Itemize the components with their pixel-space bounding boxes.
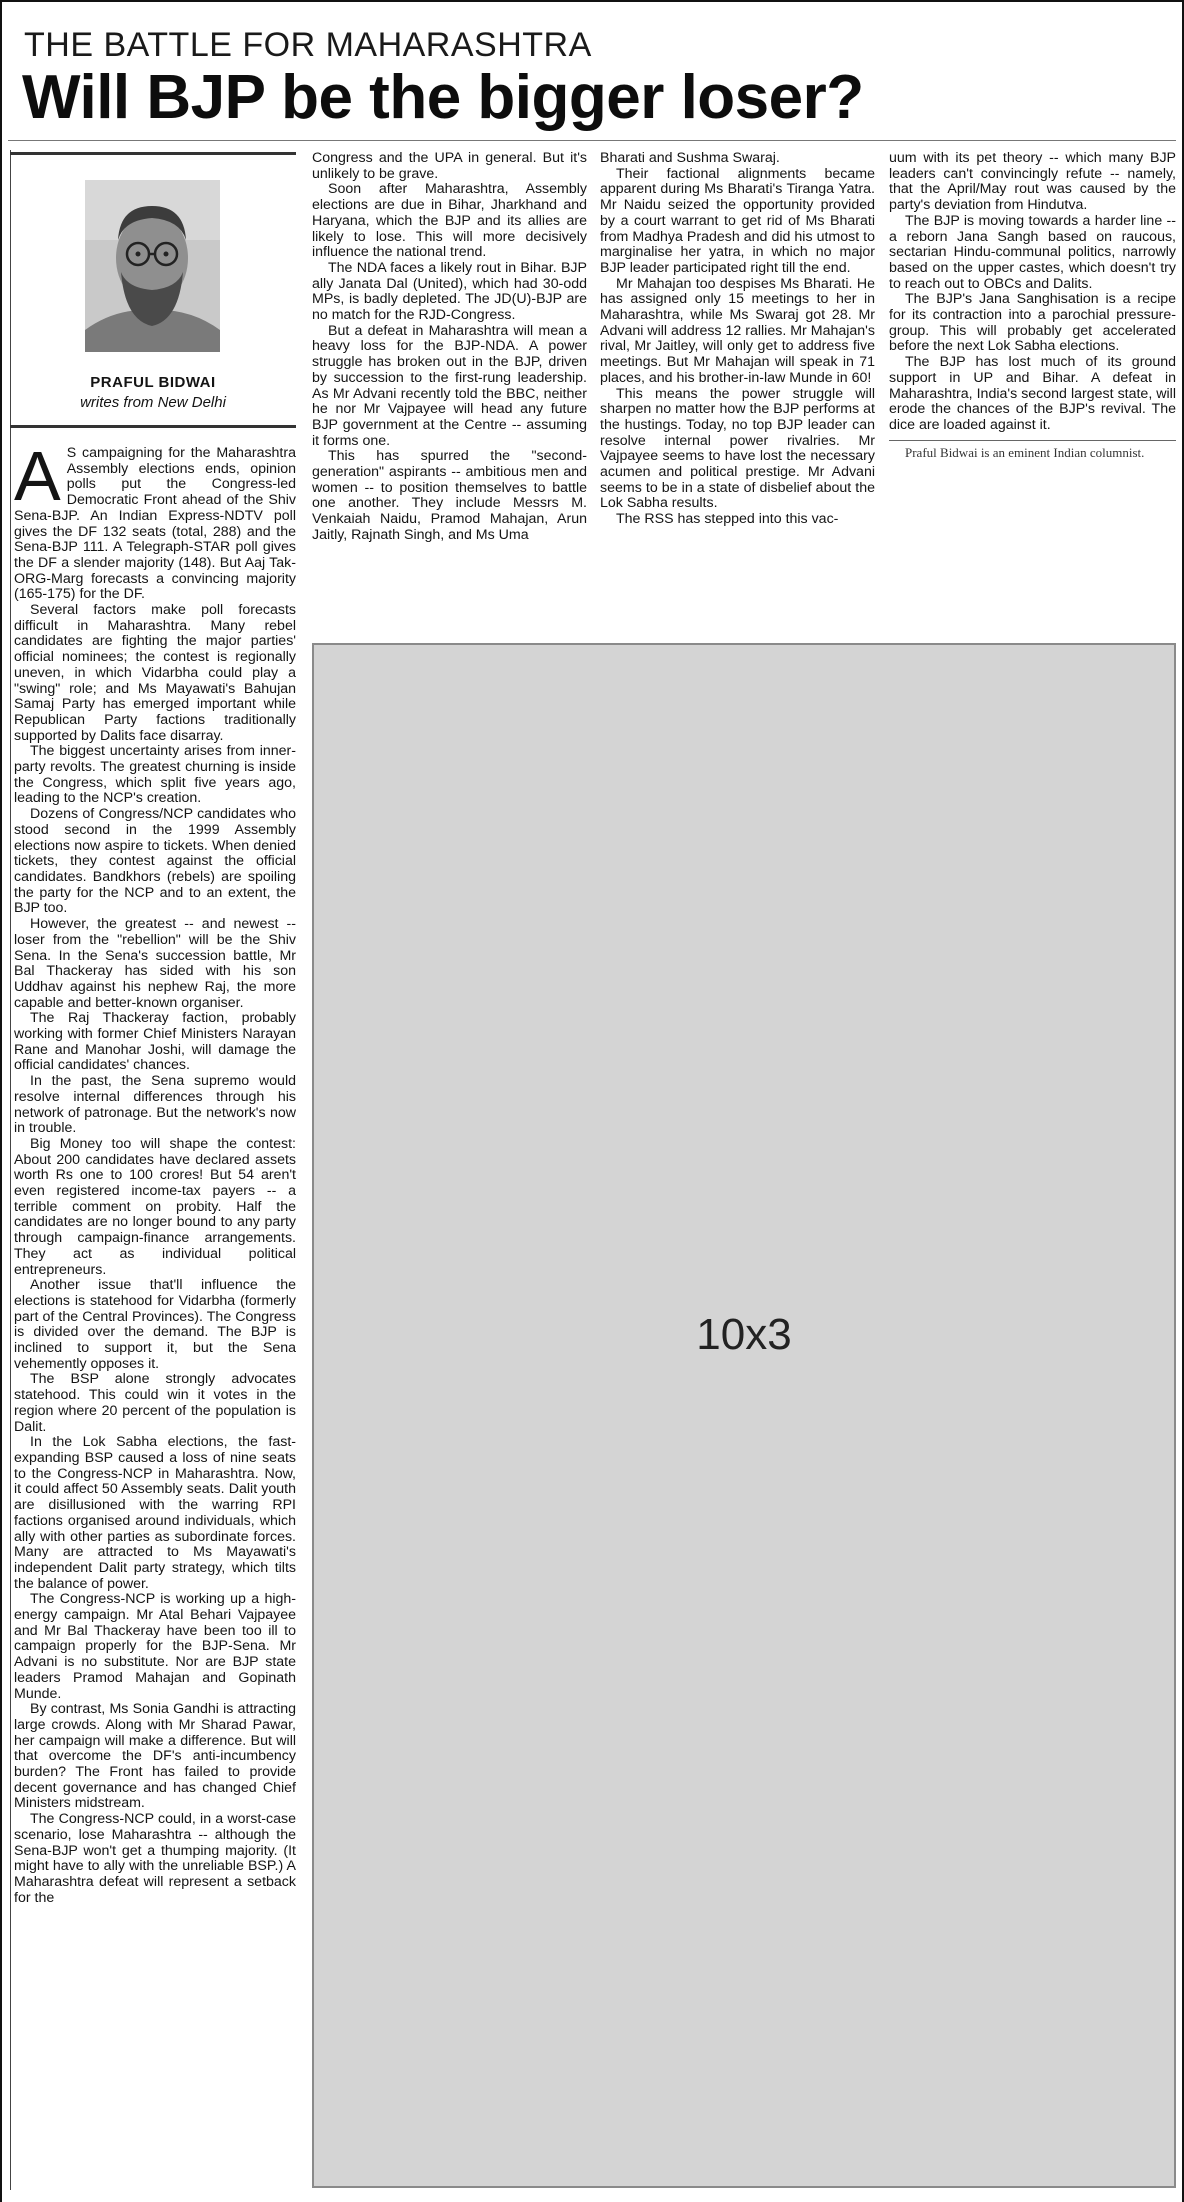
article-paragraph: The BJP is moving towards a harder line -- a reborn Jana Sangh based on raucous, sectarian Hindu-communal politics, narrowly based on the upper castes, which doesn't try to reach out to OBCs and Dalits. <box>889 212 1176 292</box>
author-name: PRAFUL BIDWAI <box>90 374 216 391</box>
article-paragraph: The NDA faces a likely rout in Bihar. BJP ally Janata Dal (United), which had 30-odd MPs, is badly depleted. The JD(U)-BJP are no match for the RJD-Congress. <box>312 259 587 324</box>
article-paragraph: The Raj Thackeray faction, probably working with former Chief Ministers Narayan Rane and Manohar Joshi, will damage the official candidates' chances. <box>14 1010 296 1074</box>
byline-top-rule <box>10 152 296 155</box>
page-border-top <box>0 0 1184 2</box>
article-paragraph: A S campaigning for the Maharashtra Assembly elections ends, opinion polls put the Congress-led Democratic Front ahead of the Shiv Sena-BJP. An Indian Express-NDTV poll gives the DF 132 seats (total, 288) and the Sena-BJP 111. A Telegraph-STAR poll gives the DF a slender majority (148). But Aaj Tak-ORG-Marg forecasts a convincing majority (165-175) for the DF. <box>14 446 296 603</box>
article-paragraph: uum with its pet theory -- which many BJP leaders can't convincingly refute -- namely, that the April/May rout was caused by the party's deviation from Hindutva. <box>889 151 1176 214</box>
article-paragraph: Soon after Maharashtra, Assembly elections are due in Bihar, Jharkhand and Haryana, which the BJP and its allies are likely to lose. This will more decisively influence the national trend. <box>312 181 587 261</box>
article-paragraph: Their factional alignments became apparent during Ms Bharati's Tiranga Yatra. Mr Naidu seized the opportunity provided by a court warrant to get rid of Ms Bharati from Madhya Pradesh and did his utmost to marginalise her yatra, in which no major BJP leader participated right till the end. <box>600 165 875 276</box>
author-photo <box>85 180 220 352</box>
headline-divider <box>8 140 1176 141</box>
article-paragraph: By contrast, Ms Sonia Gandhi is attracting large crowds. Along with Mr Sharad Pawar, her campaign will make a difference. But will that overcome the DF's anti-incumbency burden? The Front has failed to provide decent governance and has changed Chief Ministers midstream. <box>14 1701 296 1812</box>
byline-box <box>10 152 296 428</box>
article-paragraph: Mr Mahajan too despises Ms Bharati. He has assigned only 15 meetings to her in Maharashtra, while Ms Swaraj got 28. Mr Advani will address 12 rallies. Mr Mahajan's rival, Mr Jaitley, will only get to address five meetings. But Mr Mahajan will speak in 71 places, and his brother-in-law Munde in 60! <box>600 275 875 386</box>
author-location: writes from New Delhi <box>80 394 226 411</box>
article-paragraph: The BSP alone strongly advocates statehood. This could win it votes in the region where 20 percent of the population is Dalit. <box>14 1371 296 1435</box>
kicker: THE BATTLE FOR MAHARASHTRA <box>24 26 592 64</box>
article-paragraph: In the past, the Sena supremo would resolve internal differences through his network of patronage. But the network's now in trouble. <box>14 1073 296 1137</box>
article-paragraph: Bharati and Sushma Swaraj. <box>600 151 780 166</box>
column-rule <box>10 150 11 2190</box>
article-paragraph: Big Money too will shape the contest: About 200 candidates have declared assets worth Rs one to 100 crores! But 54 aren't even registered income-tax payers -- a terrible comment on probity. Half the candidates are no longer bound to any party through campaign-finance arrangements. They act as individual political entrepreneurs. <box>14 1135 296 1278</box>
article-paragraph: But a defeat in Maharashtra will mean a heavy loss for the BJP-NDA. A power struggle has broken out in the BJP, driven by succession to the first-rung leadership. As Mr Advani recently told the BBC, neither he nor Mr Vajpayee will head any future BJP government at the Centre -- assuming it forms one. <box>312 322 587 449</box>
article-column-4 <box>889 151 1176 551</box>
article-column-3 <box>600 151 875 635</box>
author-portrait-image <box>85 180 220 352</box>
article-paragraph: This has spurred the "second-generation" aspirants -- ambitious men and women -- to position themselves to battle one another. They include Messrs M. Venkaiah Naidu, Pramod Mahajan, Arun Jaitly, Rajnath Singh, and Ms Uma <box>312 448 587 543</box>
article-paragraph: Several factors make poll forecasts difficult in Maharashtra. Many rebel candidates are fighting the major parties' official nominees; the contest is regionally uneven, in which Vidarbha could play a "swing" role; and Ms Mayawati's Bahujan Samaj Party has emerged important while Republican Party factions traditionally supported by Dalits face disarray. <box>14 602 296 744</box>
article-paragraph: The BJP has lost much of its ground support in UP and Bihar. A defeat in Maharashtra, India's second largest state, will erode the chances of the BJP's revival. The dice are loaded against it. <box>889 354 1176 433</box>
author-note-divider <box>889 440 1176 441</box>
article-column-2 <box>312 151 587 635</box>
ad-placeholder <box>312 643 1176 2188</box>
article-paragraph: Another issue that'll influence the elections is statehood for Vidarbha (formerly part of the Central Provinces). The Congress is divided over the demand. The BJP is inclined to support it, but the Sena vehemently opposes it. <box>14 1277 296 1372</box>
page-border-left <box>0 0 2 2202</box>
article-paragraph: Dozens of Congress/NCP candidates who stood second in the 1999 Assembly elections now aspire to tickets. When denied tickets, they contest against the official candidates. Bandkhors (rebels) are spoiling the party for the NCP and to an extent, the BJP too. <box>14 806 296 917</box>
article-paragraph: The RSS has stepped into this vac- <box>616 511 839 528</box>
drop-cap: A <box>14 446 61 515</box>
article-paragraph: The Congress-NCP could, in a worst-case scenario, lose Maharashtra -- although the Sena-BJP won't get a thumping majority. (It might have to ally with the unreliable BSP.) A Maharashtra defeat will represent a setback for the <box>14 1811 296 1906</box>
ad-placeholder-label: 10x3 <box>696 1310 792 1359</box>
article-paragraph: In the Lok Sabha elections, the fast-expanding BSP caused a loss of nine seats to the Congress-NCP in Maharashtra. Now, it could affect 50 Assembly seats. Dalit youth are disillusioned with the warring RPI factions organised around individuals, which ally with other parties as subordinate forces. Many are attracted to Ms Mayawati's independent Dalit party strategy, which tilts the balance of power. <box>14 1434 296 1592</box>
article-paragraph: The Congress-NCP is working up a high-energy campaign. Mr Atal Behari Vajpayee and Mr Bal Thackeray have been too ill to campaign properly for the BJP-Sena. Mr Advani is no substitute. Nor are BJP state leaders Pramod Mahajan and Gopinath Munde. <box>14 1591 296 1702</box>
headline: Will BJP be the bigger loser? <box>22 63 864 132</box>
article-paragraph: The biggest uncertainty arises from inner-party revolts. The greatest churning is inside the Congress, which split five years ago, leading to the NCP's creation. <box>14 743 296 807</box>
author-note: Praful Bidwai is an eminent Indian columnist. <box>905 444 1145 460</box>
byline-bottom-rule <box>10 425 296 428</box>
article-paragraph: This means the power struggle will sharpen no matter how the BJP performs at the hustings. Today, no top BJP leader can resolve internal power rivalries. Mr Vajpayee seems to have lost the necessary acumen and political prestige. Mr Advani seems to be in a state of disbelief about the Lok Sabha results. <box>600 385 875 512</box>
article-column-1 <box>14 446 296 2196</box>
article-paragraph: However, the greatest -- and newest -- loser from the "rebellion" will be the Shiv Sena. In the Sena's succession battle, Mr Bal Thackeray has sided with his son Uddhav against his nephew Raj, the more capable and better-known organiser. <box>14 916 296 1011</box>
article-paragraph: Congress and the UPA in general. But it's unlikely to be grave. <box>312 151 587 182</box>
article-paragraph: The BJP's Jana Sanghisation is a recipe for its contraction into a parochial pressure-group. This will probably get accelerated before the next Lok Sabha elections. <box>889 291 1176 355</box>
